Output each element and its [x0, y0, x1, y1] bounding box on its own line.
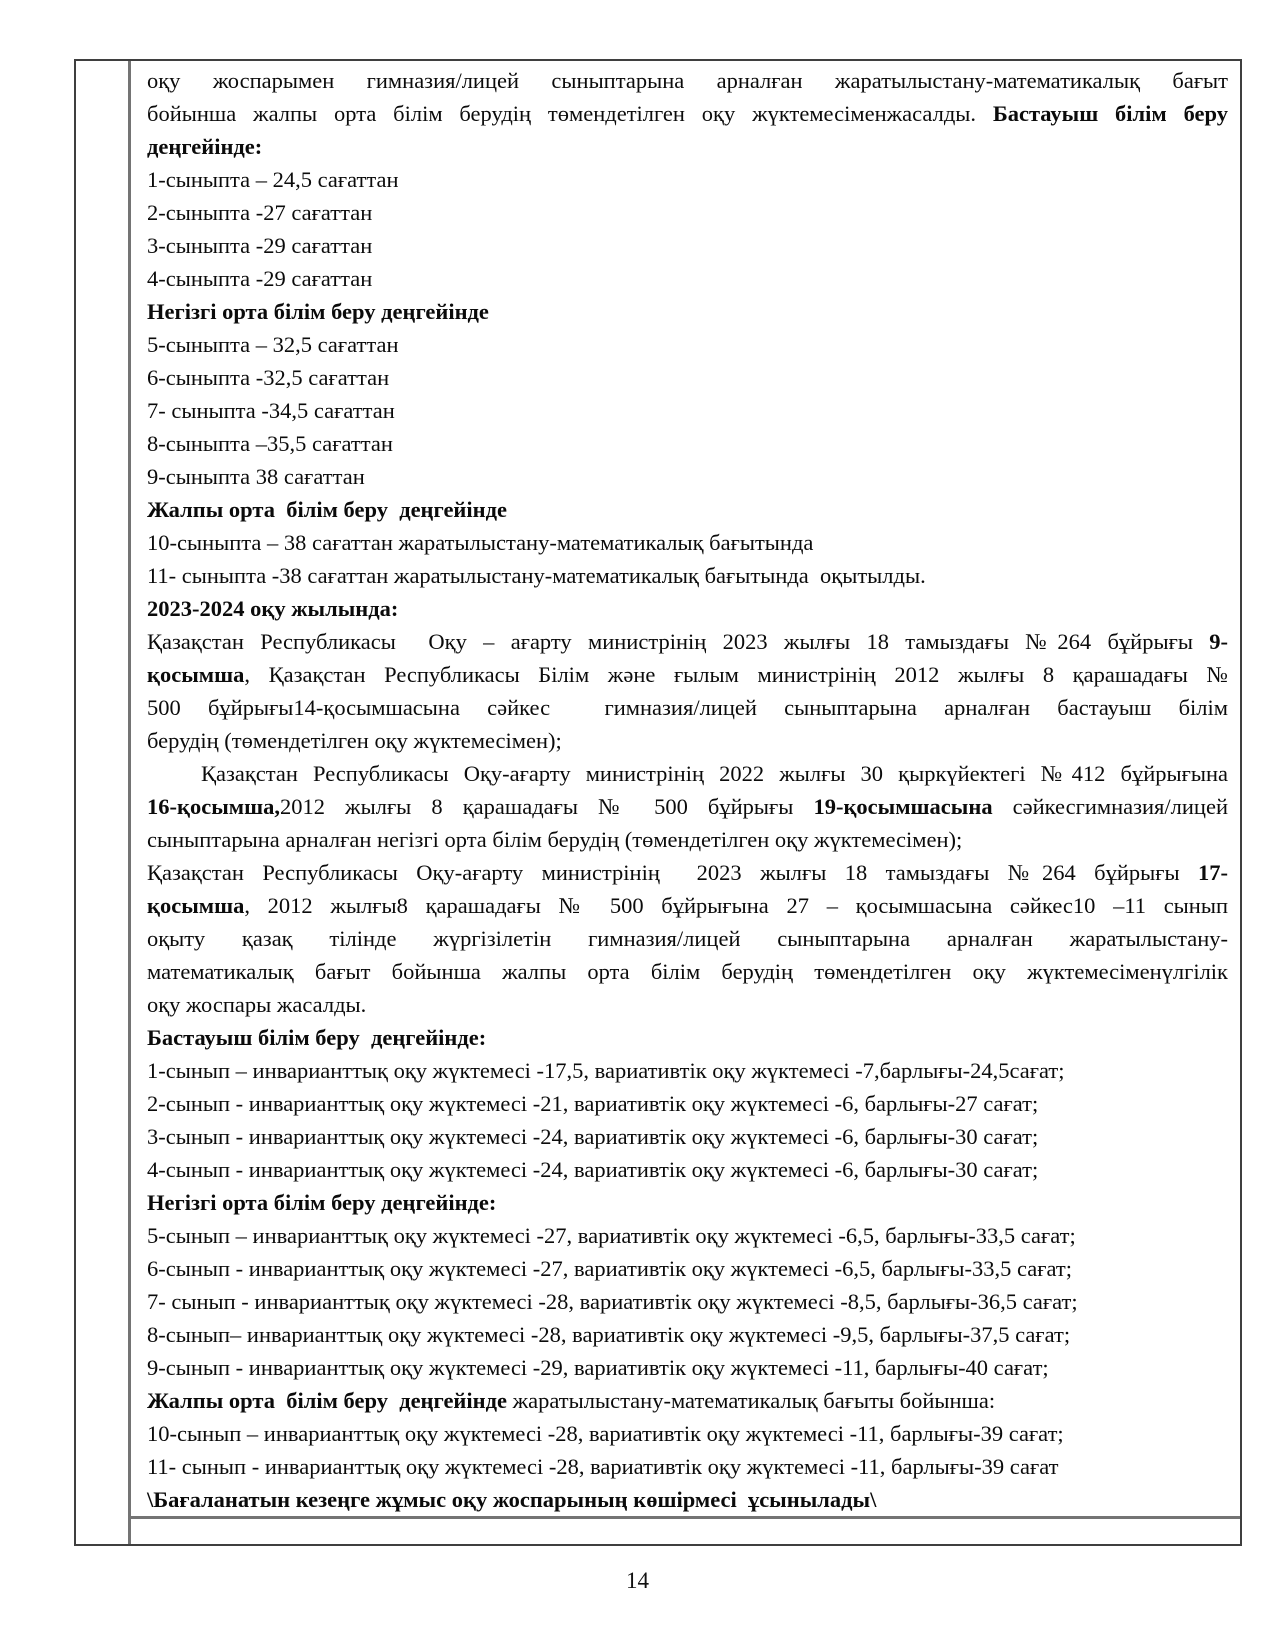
text-run: 7- сыныпта -34,5 сағаттан — [147, 398, 395, 423]
text-run-bold: Негізгі орта білім беру деңгейінде — [147, 299, 489, 324]
text-run: Қазақстан Республикасы Оқу-ағарту министрінің 2022 жылғы 30 қыркүйектегі №412 бұйрығына — [201, 761, 1228, 786]
text-line — [147, 757, 1228, 790]
text-run: бойынша жалпы орта білім берудің төмендетілген оқу жүктемесіменжасалды. — [147, 101, 993, 126]
text-run: 2012 жылғы 8 қарашадағы № 500 бұйрығы — [279, 794, 814, 819]
text-line — [147, 196, 1228, 229]
text-line — [147, 229, 1228, 262]
text-line — [147, 922, 1228, 955]
text-run: сыныптарына арналған негізгі орта білім берудің (төмендетілген оқу жүктемесімен); — [147, 827, 963, 852]
text-run-bold: 19-қосымшасына — [813, 794, 993, 819]
text-line — [147, 97, 1228, 130]
text-line — [147, 328, 1228, 361]
text-line — [147, 361, 1228, 394]
text-line — [147, 790, 1228, 823]
text-line — [147, 262, 1228, 295]
text-run-bold: Жалпы орта білім беру деңгейінде — [147, 497, 507, 522]
text-line — [147, 823, 1228, 856]
text-run: , 2012 жылғы8 қарашадағы № 500 бұйрығына 27 – қосымшасына сәйкес10 –11 сынып — [244, 893, 1228, 918]
text-run: 5-сынып – инварианттық оқу жүктемесі -27, вариативтік оқу жүктемесі -6,5, барлығы-33,5 сағат; — [147, 1223, 1076, 1248]
text-line — [147, 130, 1228, 163]
text-run-bold: деңгейінде: — [147, 134, 263, 159]
text-run: 8-сыныпта –35,5 сағаттан — [147, 431, 393, 456]
text-run: Қазақстан Республикасы Оқу-ағарту министрінің 2023 жылғы 18 тамыздағы №264 бұйрығы — [147, 860, 1198, 885]
text-run: 9-сыныпта 38 сағаттан — [147, 464, 365, 489]
text-run: 11- сынып - инварианттық оқу жүктемесі -28, вариативтік оқу жүктемесі -11, барлығы-39 сағат — [147, 1454, 1059, 1479]
text-line — [147, 1417, 1228, 1450]
text-line — [147, 856, 1228, 889]
text-run-bold: Негізгі орта білім беру деңгейінде: — [147, 1190, 497, 1215]
text-run: оқыту қазақ тілінде жүргізілетін гимназия/лицей сыныптарына арналған жаратылыстану- — [147, 926, 1228, 951]
text-run: 3-сыныпта -29 сағаттан — [147, 233, 373, 258]
text-run: 2-сынып - инварианттық оқу жүктемесі -21, вариативтік оқу жүктемесі -6, барлығы-27 сағат; — [147, 1091, 1039, 1116]
text-line — [147, 1054, 1228, 1087]
text-line — [147, 1153, 1228, 1186]
content-column — [131, 61, 1240, 1544]
text-line — [147, 1285, 1228, 1318]
text-line — [147, 889, 1228, 922]
text-line — [147, 1450, 1228, 1483]
text-run: берудің (төмендетілген оқу жүктемесімен); — [147, 728, 562, 753]
text-run: 6-сыныпта -32,5 сағаттан — [147, 365, 390, 390]
text-run: математикалық бағыт бойынша жалпы орта білім берудің төмендетілген оқу жүктемесіменүлгілік — [147, 959, 1228, 984]
text-run-bold: қосымша — [147, 893, 245, 918]
text-run-bold: 2023-2024 оқу жылында: — [147, 596, 399, 621]
text-line — [147, 163, 1228, 196]
text-line — [147, 394, 1228, 427]
text-run-bold: Бастауыш білім беру деңгейінде: — [147, 1025, 487, 1050]
text-run-bold: \Бағаланатын кезеңге жұмыс оқу жоспарының көшірмесі ұсынылады\ — [147, 1487, 877, 1512]
text-line — [147, 1351, 1228, 1384]
text-run: 11- сыныпта -38 сағаттан жаратылыстану-математикалық бағытында оқытылды. — [147, 563, 926, 588]
text-line — [147, 724, 1228, 757]
text-run: 10-сыныпта – 38 сағаттан жаратылыстану-математикалық бағытында — [147, 530, 814, 555]
text-run: 7- сынып - инварианттық оқу жүктемесі -28, вариативтік оқу жүктемесі -8,5, барлығы-36,5 сағат; — [147, 1289, 1078, 1314]
text-line — [147, 1186, 1228, 1219]
text-line — [147, 658, 1228, 691]
text-run: 500 бұйрығы14-қосымшасына сәйкес гимназия/лицей сыныптарына арналған бастауыш білім — [147, 695, 1228, 720]
text-run: 10-сынып – инварианттық оқу жүктемесі -28, вариативтік оқу жүктемесі -11, барлығы-39 сағат; — [147, 1421, 1064, 1446]
text-run-bold: 9- — [1209, 629, 1228, 654]
text-run: 4-сыныпта -29 сағаттан — [147, 266, 373, 291]
text-run: 3-сынып - инварианттық оқу жүктемесі -24, вариативтік оқу жүктемесі -6, барлығы-30 сағат; — [147, 1124, 1039, 1149]
text-run: , Қазақстан Республикасы Білім және ғылым министрінің 2012 жылғы 8 қарашадағы № — [244, 662, 1228, 687]
text-line — [147, 559, 1228, 592]
text-run: жаратылыстану-математикалық бағыты бойынша: — [506, 1388, 996, 1413]
text-line — [147, 1219, 1228, 1252]
text-line — [147, 493, 1228, 526]
text-run-bold: қосымша — [147, 662, 245, 687]
text-run: 2-сыныпта -27 сағаттан — [147, 200, 373, 225]
empty-bottom-row — [131, 1516, 1240, 1544]
text-run: 4-сынып - инварианттық оқу жүктемесі -24, вариативтік оқу жүктемесі -6, барлығы-30 сағат; — [147, 1157, 1039, 1182]
text-run: сәйкесгимназия/лицей — [992, 794, 1228, 819]
text-line — [147, 460, 1228, 493]
text-run: 9-сынып - инварианттық оқу жүктемесі -29, вариативтік оқу жүктемесі -11, барлығы-40 сағат; — [147, 1355, 1049, 1380]
text-line — [147, 988, 1228, 1021]
text-run-bold: 16-қосымша, — [147, 794, 280, 819]
text-line — [147, 295, 1228, 328]
text-line — [147, 955, 1228, 988]
text-run-bold: Жалпы орта білім беру деңгейінде — [147, 1388, 507, 1413]
text-line — [147, 691, 1228, 724]
text-run: оқу жоспары жасалды. — [147, 992, 367, 1017]
text-line — [147, 64, 1228, 97]
text-line — [147, 1318, 1228, 1351]
text-run: 8-сынып– инварианттық оқу жүктемесі -28, вариативтік оқу жүктемесі -9,5, барлығы-37,5 сағат; — [147, 1322, 1071, 1347]
text-line — [147, 1120, 1228, 1153]
text-run-bold: 17- — [1198, 860, 1228, 885]
text-line — [147, 1021, 1228, 1054]
page-number: 14 — [626, 1568, 649, 1593]
text-line — [147, 1087, 1228, 1120]
text-run: 5-сыныпта – 32,5 сағаттан — [147, 332, 399, 357]
document-table — [74, 59, 1242, 1546]
text-run: оқу жоспарымен гимназия/лицей сыныптарына арналған жаратылыстану-математикалық бағыт — [147, 68, 1228, 93]
text-line — [147, 1384, 1228, 1417]
content-lines — [131, 61, 1240, 1516]
text-run: 1-сынып – инварианттық оқу жүктемесі -17,5, вариативтік оқу жүктемесі -7,барлығы-24,5сағат; — [147, 1058, 1065, 1083]
text-run: 6-сынып - инварианттық оқу жүктемесі -27, вариативтік оқу жүктемесі -6,5, барлығы-33,5 сағат; — [147, 1256, 1072, 1281]
text-run-bold: Бастауыш білім беру — [992, 101, 1229, 126]
gutter-column — [76, 61, 131, 1544]
text-run: 1-сыныпта – 24,5 сағаттан — [147, 167, 399, 192]
text-line — [147, 427, 1228, 460]
text-line — [147, 625, 1228, 658]
text-line — [147, 592, 1228, 625]
text-line — [147, 1483, 1228, 1516]
text-line — [147, 1252, 1228, 1285]
text-line — [147, 526, 1228, 559]
text-run: Қазақстан Республикасы Оқу – ағарту министрінің 2023 жылғы 18 тамыздағы №264 бұйрығы — [147, 629, 1210, 654]
